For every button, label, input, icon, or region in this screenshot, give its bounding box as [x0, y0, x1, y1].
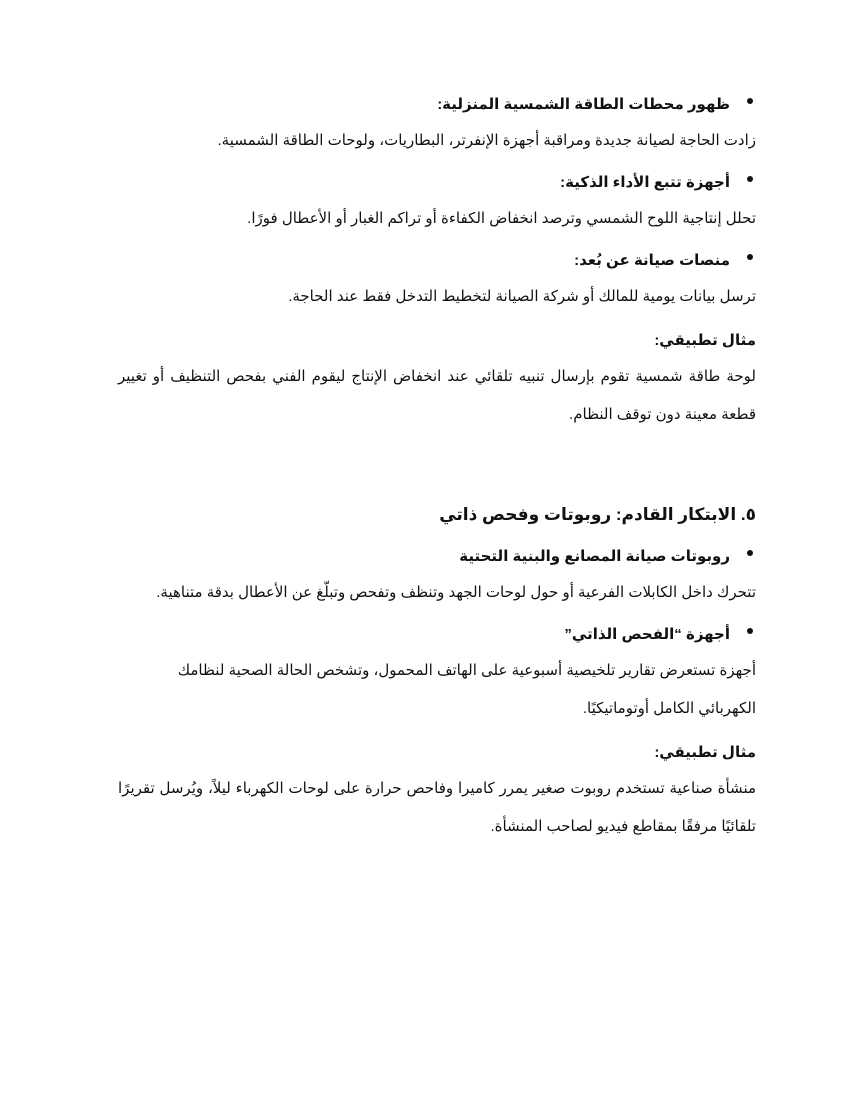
bullet-item-remote-platforms [118, 244, 756, 316]
bullet-item-solar-stations [118, 88, 756, 160]
example-label: مثال تطبيقي: [654, 332, 756, 349]
bullet-icon [747, 550, 753, 556]
bullet-text: تتحرك داخل الكابلات الفرعية أو حول لوحات الجهد وتنظف وتفحص وتبلّغ عن الأعطال بدقة متناهية. [156, 584, 756, 601]
example-text: لوحة طاقة شمسية تقوم بإرسال تنبيه تلقائي عند انخفاض الإنتاج ليقوم الفني بفحص التنظيف أو تغيير قطعة معينة دون توقف النظام. [118, 368, 756, 423]
example-label: مثال تطبيقي: [654, 744, 756, 761]
bullet-text: تحلل إنتاجية اللوح الشمسي وترصد انخفاض الكفاءة أو تراكم الغبار أو الأعطال فورًا. [247, 210, 756, 227]
bullet-title: منصات صيانة عن بُعد: [574, 252, 730, 269]
bullet-text: أجهزة تستعرض تقارير تلخيصية أسبوعية على الهاتف المحمول، وتشخص الحالة الصحية لنظامك الكهربائي الكامل أوتوماتيكيًا. [177, 662, 756, 717]
section-heading: ٥. الابتكار القادم: روبوتات وفحص ذاتي [439, 505, 756, 524]
bullet-title: ظهور محطات الطاقة الشمسية المنزلية: [437, 96, 730, 113]
bullet-item-maintenance-robots [118, 540, 756, 612]
bullet-icon [747, 98, 753, 104]
bullet-title: أجهزة “الفحص الذاتي” [564, 626, 730, 643]
bullet-icon [747, 254, 753, 260]
bullet-item-self-check-devices [118, 618, 756, 728]
bullet-title: روبوتات صيانة المصانع والبنية التحتية [459, 548, 730, 565]
bullet-item-smart-tracking [118, 166, 756, 238]
example-text: منشأة صناعية تستخدم روبوت صغير يمرر كاميرا وفاحص حرارة على لوحات الكهرباء ليلاً، ويُرسل تقريرًا تلقائيًا مرفقًا بمقاطع فيديو لصاحب المنشأة. [118, 780, 756, 835]
bullet-icon [747, 176, 753, 182]
bullet-icon [747, 628, 753, 634]
bullet-text: زادت الحاجة لصيانة جديدة ومراقبة أجهزة الإنفرتر، البطاريات، ولوحات الطاقة الشمسية. [217, 132, 756, 149]
bullet-text: ترسل بيانات يومية للمالك أو شركة الصيانة لتخطيط التدخل فقط عند الحاجة. [288, 288, 756, 305]
bullet-title: أجهزة تتبع الأداء الذكية: [560, 174, 730, 191]
document-page [118, 88, 756, 846]
